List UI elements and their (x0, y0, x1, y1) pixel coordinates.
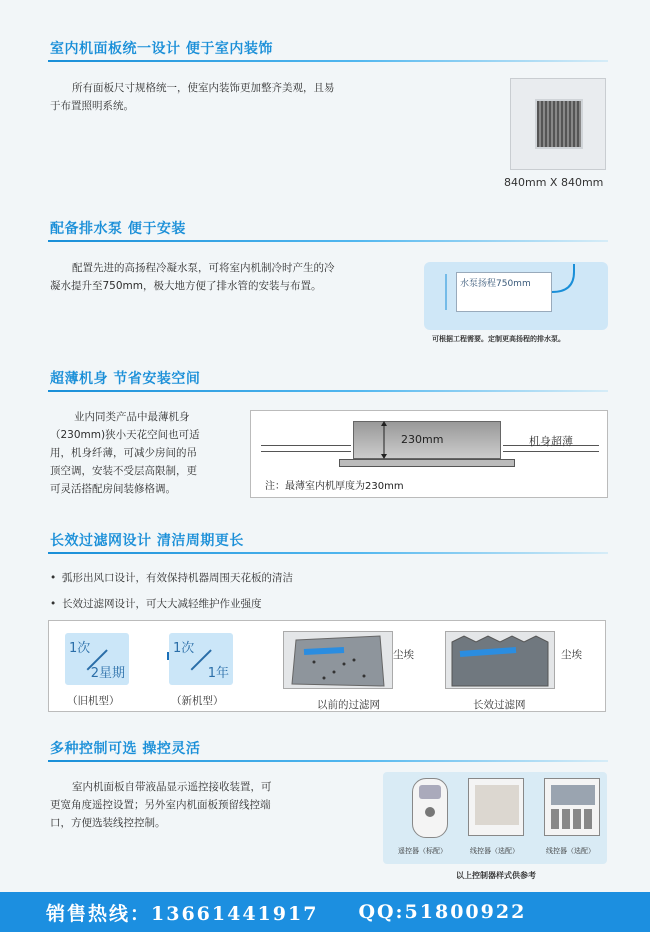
thin-desc-line: 顶空调，安装不受层高限制，更 (50, 465, 197, 477)
previous-filter-label: 以前的过滤网 (317, 699, 380, 711)
section-title-pump: 配备排水泵 便于安装 (50, 221, 186, 237)
thin-desc-line: 可灵活搭配房间装修格调。 (50, 483, 176, 495)
dust-label: 尘埃 (561, 649, 582, 661)
thin-desc-line: 用，机身纤薄，可减少房间的吊 (50, 447, 197, 459)
section-rule (48, 552, 608, 554)
pump-height-label: 水泵扬程750mm (460, 279, 531, 289)
filter-bullet-1: 弧形出风口设计，有效保持机器周围天花板的清洁 (62, 572, 293, 584)
section-rule (48, 760, 608, 762)
control-desc-line2: 更宽角度遥控设置；另外室内机面板预留线控端 (50, 799, 271, 811)
ceiling-line (261, 445, 351, 446)
old-frequency-bottom: 2星期 (90, 666, 125, 681)
pleated-filter-icon (446, 632, 556, 690)
thickness-label: 230mm (401, 433, 444, 446)
keypad-icon (551, 809, 595, 829)
panel-desc-line2: 于布置照明系统。 (50, 100, 134, 112)
height-arrow-icon (379, 421, 389, 459)
new-frequency-top: 1次 (173, 641, 195, 656)
panel-desc-line1: 所有面板尺寸规格统一，使室内装饰更加整齐美观，且易 (72, 82, 335, 94)
thin-body-diagram (250, 410, 608, 498)
wired-caption-1: 线控器（选配） (470, 847, 519, 855)
section-rule (48, 390, 608, 392)
section-title-panel: 室内机面板统一设计 便于室内装饰 (50, 41, 273, 57)
thin-desc-line: 业内同类产品中最薄机身 (74, 411, 190, 423)
thin-note: 注：最薄室内机厚度为230mm (265, 481, 404, 492)
bullet-icon: • (50, 572, 57, 584)
section-title-thin: 超薄机身 节省安装空间 (50, 371, 201, 387)
section-title-filter: 长效过滤网设计 清洁周期更长 (50, 533, 244, 549)
ceiling-panel-image (510, 78, 606, 170)
qq-contact: QQ:51800922 (358, 901, 527, 923)
screen-icon (551, 785, 595, 805)
dust-label: 尘埃 (393, 649, 414, 661)
new-frequency (169, 633, 233, 685)
long-filter-image (445, 631, 555, 689)
panel-dimension: 840mm X 840mm (504, 176, 604, 189)
control-desc-line3: 口，方便选装线控控制。 (50, 817, 166, 829)
old-frequency (65, 633, 129, 685)
thin-side-label: 机身超薄 (529, 435, 573, 448)
bullet-icon: • (50, 598, 57, 610)
controller-note: 以上控制器样式供参考 (456, 871, 536, 880)
filter-bullet-2: 长效过滤网设计，可大大减轻维护作业强度 (62, 598, 262, 610)
panel-face-diagram (339, 459, 515, 467)
remote-caption: 遥控器（标配） (398, 847, 447, 855)
filter-comparison (48, 620, 606, 712)
new-model-label: （新机型） (171, 695, 224, 707)
grill-icon (535, 99, 583, 149)
screen-icon (475, 785, 519, 825)
long-filter-label: 长效过滤网 (473, 699, 526, 711)
pump-caption: 可根据工程需要。定制更高扬程的排水泵。 (432, 335, 565, 343)
section-title-control: 多种控制可选 操控灵活 (50, 741, 201, 757)
footer-bar (0, 892, 650, 932)
ceiling-line (503, 451, 599, 452)
remote-control-image (412, 778, 448, 838)
sales-hotline: 销售热线：13661441917 (46, 902, 319, 925)
pump-desc-line2: 凝水提升至750mm，极大地方便了排水管的安装与布置。 (50, 280, 322, 292)
section-rule (48, 240, 608, 242)
filter-mesh-icon (284, 632, 394, 690)
wired-controller-1-image (468, 778, 524, 836)
control-desc-line1: 室内机面板自带液晶显示遥控接收装置，可 (72, 781, 272, 793)
old-filter-image (283, 631, 393, 689)
button-icon (425, 807, 435, 817)
section-rule (48, 60, 608, 62)
wired-controller-2-image (544, 778, 600, 836)
lcd-icon (419, 785, 441, 799)
old-frequency-top: 1次 (69, 641, 91, 656)
new-frequency-bottom: 1年 (207, 666, 229, 681)
pump-desc-line1: 配置先进的高扬程冷凝水泵，可将室内机制冷时产生的冷 (72, 262, 335, 274)
thin-desc-line: （230mm)狭小天花空间也可适 (50, 429, 200, 441)
wired-caption-2: 线控器（选配） (546, 847, 595, 855)
old-model-label: （旧机型） (67, 695, 120, 707)
pump-pipe-icon (424, 262, 608, 330)
ceiling-line (261, 451, 351, 452)
